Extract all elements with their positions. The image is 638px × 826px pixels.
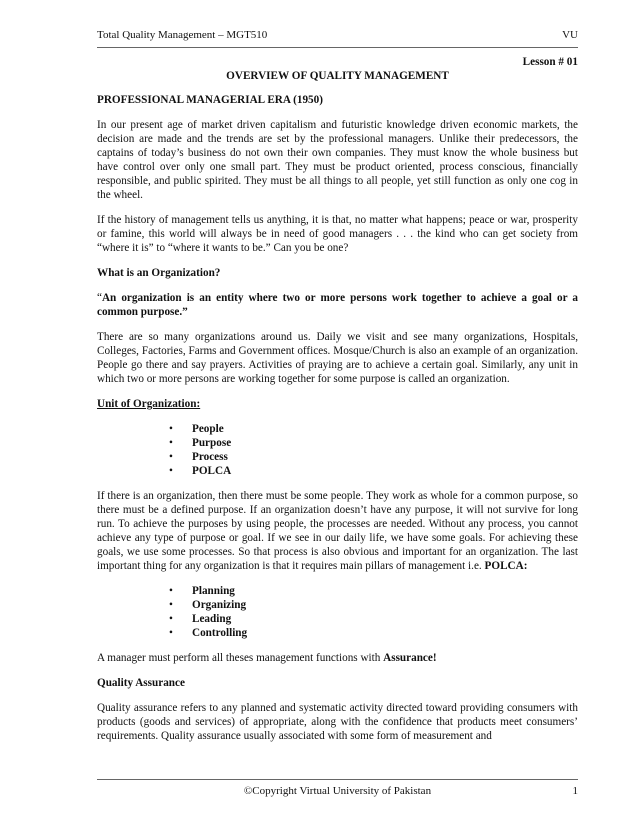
paragraph-organizations: There are so many organizations around us. Daily we visit and see many organizations, Hospitals, Colleges, Factories, Farms and Government offices. Mosque/Church is also an example of an organization. People go there and say prayers. Activities of praying are to achieve a certain goal. Similarly, any unit in which two or more persons are working together for some purpose is called an organization. [97,331,578,385]
organization-definition [97,291,578,319]
section-heading-quality-assurance: Quality Assurance [97,677,185,689]
quote-mark: “ [97,292,102,304]
unit-list [97,422,578,478]
institution-code: VU [562,29,578,41]
document-body [97,55,578,754]
bullet-icon: • [169,437,173,449]
section-heading-unit: Unit of Organization: [97,398,201,410]
list-item: • Planning [169,585,235,597]
paragraph-polca: If there is an organization, then there must be some people. They work as whole for a common purpose, so there must be a defined purpose. If an organization doesn’t have any purpose, it will not survive for long run. To achieve the purposes by using people, the processes are needed. Without any process, you cannot achieve any type of purpose or goal. If we see in our daily life, we have some goals. For achieving these goals, we use some processes. So that process is also obvious and important for an organization. The last important thing for any organization is that it requires main pillars of management i.e. POLCA: [97,490,578,572]
lesson-number: Lesson # 01 [522,56,578,68]
footer-divider [97,779,578,780]
section-heading-managerial-era: PROFESSIONAL MANAGERIAL ERA (1950) [97,94,323,106]
list-item: • People [169,423,224,435]
page-number: 1 [572,785,578,797]
bullet-icon: • [169,585,173,597]
bullet-icon: • [169,451,173,463]
section-heading-organization: What is an Organization? [97,267,221,279]
paragraph-assurance: A manager must perform all theses management functions with Assurance! [97,652,437,664]
paragraph-history-management: If the history of management tells us anything, it is that, no matter what happens; peace or war, prosperity or famine, this world will always be in need of good managers . . . the kind who can get society from “where it is” to “where it wants to be.” Can you be one? [97,214,578,254]
bullet-icon: • [169,599,173,611]
polca-list [97,584,578,640]
header-divider [97,47,578,48]
list-item: • Purpose [169,437,232,449]
bullet-icon: • [169,613,173,625]
page-footer [97,785,578,797]
list-item: • Organizing [169,599,247,611]
list-item: • Controlling [169,627,248,639]
course-title: Total Quality Management – MGT510 [97,29,268,41]
bullet-icon: • [169,423,173,435]
bullet-icon: • [169,627,173,639]
definition-text: An organization is an entity where two or more persons work together to achieve a goal or a common purpose.” [97,292,578,318]
bullet-icon: • [169,465,173,477]
list-item: • Leading [169,613,232,625]
paragraph-managerial-era: In our present age of market driven capitalism and futuristic knowledge driven economic markets, the decision are made and the trends are set by the professional managers. Unlike their predecessors, the captains of today’s business do not own their own companies. They must know the whole business but have control over only one small part. They must be product oriented, process conscious, financially responsible, and public spirited. They must be all things to all people, yet still function as only one cog in the wheel. [97,119,578,201]
copyright-notice: ©Copyright Virtual University of Pakistan [243,785,432,797]
list-item: • Process [169,451,228,463]
page-title: OVERVIEW OF QUALITY MANAGEMENT [226,70,449,82]
list-item: • POLCA [169,465,232,477]
paragraph-quality-assurance: Quality assurance refers to any planned and systematic activity directed toward providing consumers with products (goods and services) of appropriate, along with the confidence that products meet consumers’ requirements. Quality assurance usually associated with some form of measurement and [97,702,578,742]
